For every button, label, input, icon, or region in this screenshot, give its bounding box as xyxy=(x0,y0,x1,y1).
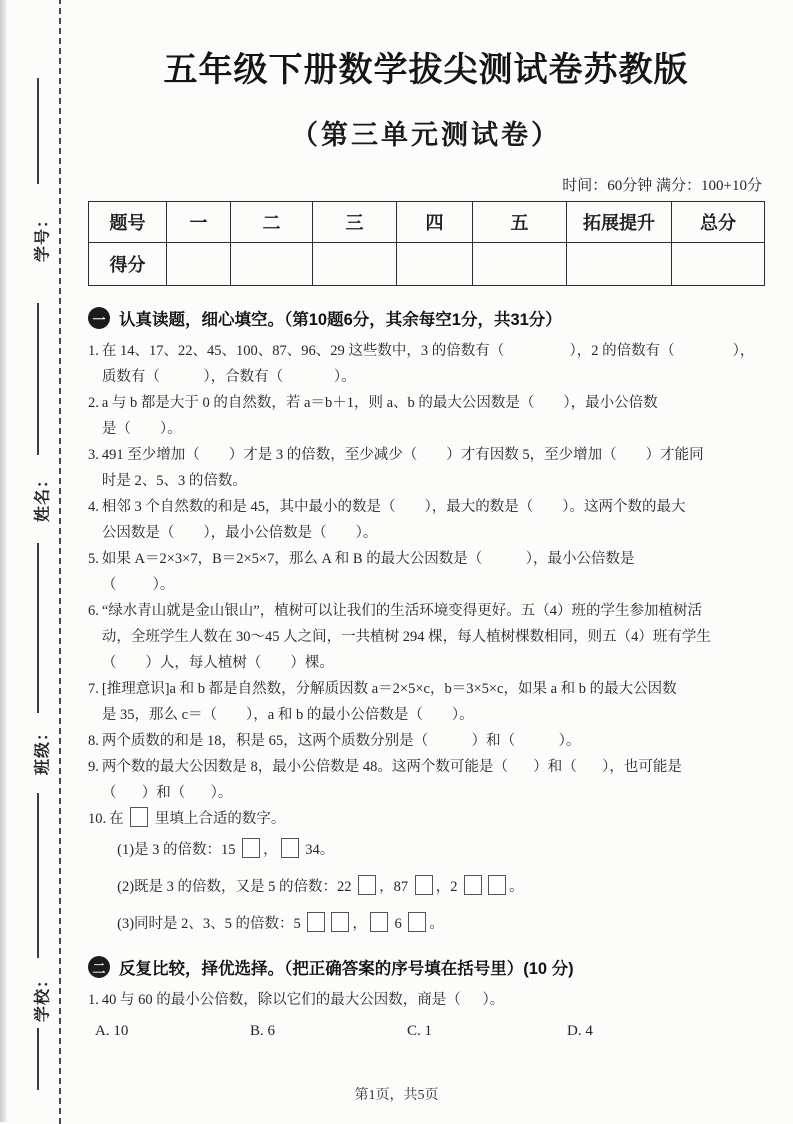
score-value-cell xyxy=(397,243,473,286)
question-item xyxy=(88,598,764,676)
score-table xyxy=(88,201,765,286)
section-one-header xyxy=(88,306,764,330)
question-line: 是 35，那么 c＝（ ），a 和 b 的最小公倍数是（ ）。 xyxy=(101,707,474,723)
score-value-cell xyxy=(473,243,567,286)
question-line: 相邻 3 个自然数的和是 45，其中最小的数是（ ），最大的数是（ ）。这两个数的最大 xyxy=(101,499,686,515)
question-text-fragment: ， xyxy=(263,842,278,858)
seal-line xyxy=(37,303,39,455)
score-table-header-cell: 四 xyxy=(397,202,473,243)
score-value-cell xyxy=(313,243,397,286)
page-footer: 第1页，共5页 xyxy=(354,1088,439,1103)
question-text-fragment: ，87 xyxy=(379,879,412,895)
digit-box xyxy=(331,912,349,932)
section-two-title: 反复比较，择优选择。（把正确答案的序号填在括号里）(10 分) xyxy=(119,960,574,978)
question-number: 8. xyxy=(88,733,99,749)
digit-box xyxy=(415,875,433,895)
question-number: 10. xyxy=(88,811,107,827)
question-text-fragment: 34。 xyxy=(301,842,335,858)
question-text xyxy=(109,806,764,943)
margin-label: 班级： xyxy=(34,724,52,776)
digit-box xyxy=(242,838,260,858)
question-text-fragment: 在 xyxy=(109,811,128,827)
question-text-fragment: 里填上合适的数字。 xyxy=(151,811,286,827)
question-line: （ ）和（ ）。 xyxy=(101,785,233,801)
question-item xyxy=(88,754,764,806)
question-line: 公因数是（ ），最小公倍数是（ ）。 xyxy=(101,525,378,541)
question-text xyxy=(102,728,764,754)
question-number: 2. xyxy=(88,395,99,411)
option-item: B. 6 xyxy=(250,1023,276,1039)
question-text xyxy=(102,494,764,546)
question-text xyxy=(102,676,764,728)
question-number: 4. xyxy=(88,499,99,515)
exam-page xyxy=(88,0,764,1044)
question-text-fragment: (3)同时是 2、3、5 的倍数：5 xyxy=(117,916,305,932)
sub-question xyxy=(117,906,764,943)
question-number: 6. xyxy=(88,603,99,619)
question-line: [推理意识]a 和 b 都是自然数，分解质因数 a＝2×5×c，b＝3×5×c，如果 a 和 b 的最大公因数 xyxy=(101,681,677,697)
question-line: 两个质数的和是 18，积是 65，这两个质数分别是（ ）和（ ）。 xyxy=(101,733,581,749)
score-row-label: 得分 xyxy=(89,243,167,286)
score-table-header-cell: 总分 xyxy=(672,202,765,243)
digit-box xyxy=(130,807,148,827)
score-table-header-row xyxy=(89,202,765,243)
score-value-cell xyxy=(167,243,231,286)
question-line xyxy=(109,806,764,832)
digit-box xyxy=(358,875,376,895)
digit-box xyxy=(488,875,506,895)
question-number: 3. xyxy=(88,447,99,463)
digit-box xyxy=(281,838,299,858)
option-item: D. 4 xyxy=(567,1023,593,1039)
question-text-fragment: (1)是 3 的倍数：15 xyxy=(117,842,240,858)
question-number: 7. xyxy=(88,681,99,697)
section-one-icon: 一 xyxy=(88,307,110,329)
question-line: 动，全班学生人数在 30～45 人之间，一共植树 294 棵，每人植树棵数相同，则五（4）班有学生 xyxy=(101,629,711,645)
question-number: 9. xyxy=(88,759,99,775)
score-table-header-cell: 一 xyxy=(167,202,231,243)
section-one-questions xyxy=(88,338,764,943)
sub-question xyxy=(117,832,764,869)
question-text xyxy=(102,338,764,390)
question-text-fragment: 。 xyxy=(429,916,444,932)
question-line: “绿水青山就是金山银山”，植树可以让我们的生活环境变得更好。五（4）班的学生参加植树活 xyxy=(101,603,702,619)
exam-info: 时间：60分钟 满分：100+10分 xyxy=(562,178,762,194)
question-text-fragment: (2)既是 3 的倍数，又是 5 的倍数：22 xyxy=(117,879,356,895)
score-table-header-cell: 三 xyxy=(313,202,397,243)
question-text-fragment: 6 xyxy=(390,916,406,932)
question-text xyxy=(102,754,764,806)
question-item xyxy=(88,442,764,494)
question-item xyxy=(88,676,764,728)
section-two-questions xyxy=(88,987,764,1044)
question-number: 1. xyxy=(88,992,99,1008)
question-text xyxy=(102,598,764,676)
question-line: 两个数的最大公因数是 8，最小公倍数是 48。这两个数可能是（ ）和（ ），也可能是 xyxy=(101,759,682,775)
question-number: 1. xyxy=(88,343,99,359)
question-text xyxy=(102,987,764,1013)
options-row xyxy=(88,1018,764,1044)
option-item: A. 10 xyxy=(95,1023,129,1039)
question-text xyxy=(102,390,764,442)
page-subtitle: （第三单元测试卷） xyxy=(291,120,561,150)
digit-box xyxy=(307,912,325,932)
margin-label: 学号： xyxy=(34,211,52,263)
sub-question xyxy=(117,869,764,906)
page-title: 五年级下册数学拔尖测试卷苏教版 xyxy=(163,52,689,89)
question-text-fragment: ，2 xyxy=(435,879,462,895)
score-value-cell xyxy=(672,243,765,286)
question-text xyxy=(102,442,764,494)
question-line: 40 与 60 的最小公倍数，除以它们的最大公因数，商是（ ）。 xyxy=(101,992,505,1008)
score-table-header-cell: 题号 xyxy=(89,202,167,243)
margin-label: 学校： xyxy=(34,971,52,1023)
question-number: 5. xyxy=(88,551,99,567)
question-line: （ ）人，每人植树（ ）棵。 xyxy=(101,655,334,671)
margin-label: 姓名： xyxy=(34,471,52,523)
score-table-header-cell: 二 xyxy=(231,202,313,243)
digit-box xyxy=(370,912,388,932)
score-table-score-row xyxy=(89,243,765,286)
section-two-icon: 二 xyxy=(88,956,110,978)
question-item xyxy=(88,338,764,390)
question-line: 是（ ）。 xyxy=(101,421,182,437)
section-one-title: 认真读题，细心填空。（第10题6分，其余每空1分，共31分） xyxy=(119,311,562,329)
question-line: 如果 A＝2×3×7，B＝2×5×7，那么 A 和 B 的最大公因数是（ ），最小公倍数是 xyxy=(101,551,635,567)
question-text-fragment: ， xyxy=(352,916,367,932)
option-item: C. 1 xyxy=(407,1023,433,1039)
question-item xyxy=(88,728,764,754)
question-item xyxy=(88,546,764,598)
question-line: （ ）。 xyxy=(101,577,175,593)
fold-line xyxy=(59,0,61,1124)
seal-line xyxy=(37,78,39,184)
question-item xyxy=(88,390,764,442)
score-table-header-cell: 拓展提升 xyxy=(567,202,672,243)
question-text-fragment: 。 xyxy=(509,879,524,895)
question-item xyxy=(88,806,764,943)
question-line: 质数有（ ），合数有（ ）。 xyxy=(101,369,356,385)
question-item xyxy=(88,987,764,1013)
digit-box xyxy=(408,912,426,932)
seal-line xyxy=(37,1028,39,1090)
score-value-cell xyxy=(231,243,313,286)
question-line: 491 至少增加（ ）才是 3 的倍数，至少减少（ ）才有因数 5，至少增加（ ）才能同 xyxy=(101,447,704,463)
seal-line xyxy=(37,793,39,958)
section-two-header xyxy=(88,955,764,979)
seal-line xyxy=(37,543,39,713)
digit-box xyxy=(464,875,482,895)
question-line: a 与 b 都是大于 0 的自然数，若 a＝b＋1，则 a、b 的最大公因数是（ ），最小公倍数 xyxy=(101,395,658,411)
question-line: 时是 2、5、3 的倍数。 xyxy=(101,473,247,489)
score-table-header-cell: 五 xyxy=(473,202,567,243)
question-line: 在 14、17、22、45、100、87、96、29 这些数中，3 的倍数有（ ），2 的倍数有（ ）， xyxy=(101,343,755,359)
question-text xyxy=(102,546,764,598)
score-value-cell xyxy=(567,243,672,286)
question-item xyxy=(88,494,764,546)
